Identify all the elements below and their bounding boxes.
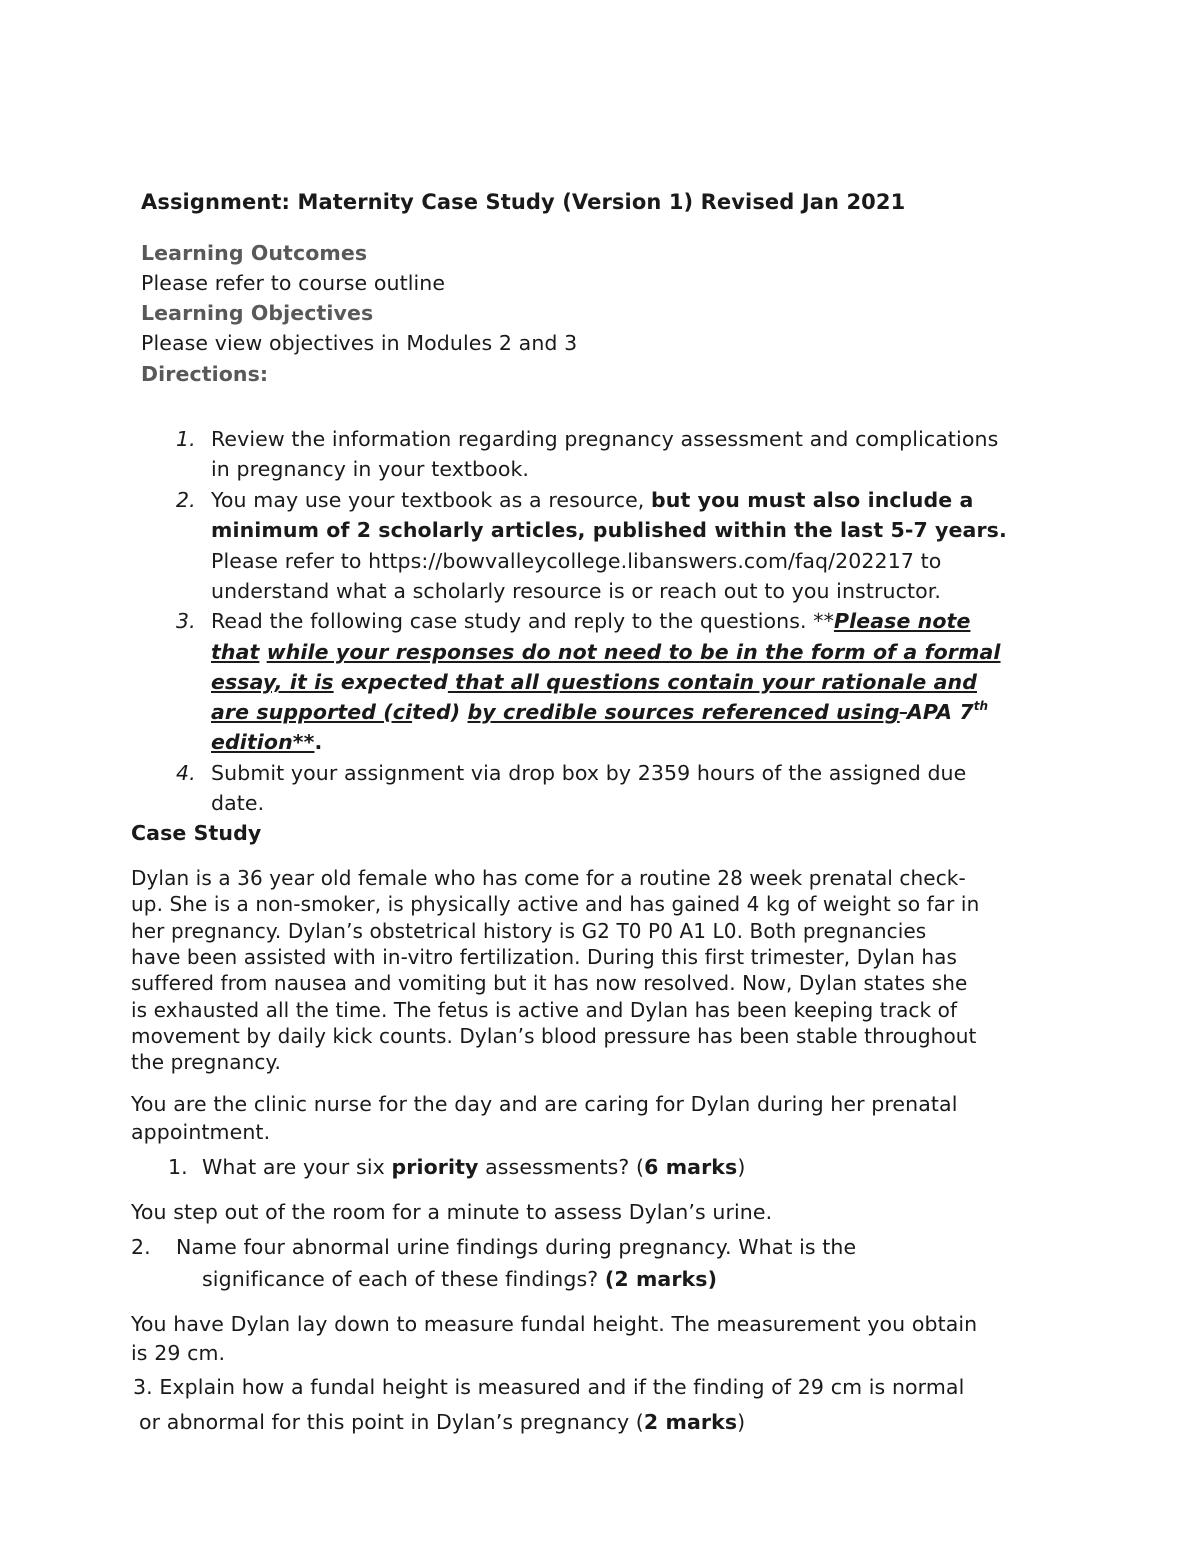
direction-line: in pregnancy in your textbook. bbox=[211, 457, 530, 481]
question-2-line bbox=[202, 1264, 717, 1294]
direction-space bbox=[460, 700, 467, 724]
learning-objectives-heading: Learning Objectives bbox=[141, 301, 374, 325]
direction-line bbox=[211, 485, 973, 515]
case-paragraph-line: movement by daily kick counts. Dylan’s blood pressure has been stable throughout bbox=[131, 1024, 977, 1048]
direction-period: . bbox=[314, 730, 323, 754]
question-number: 1. bbox=[168, 1155, 188, 1179]
direction-emphasis: that bbox=[211, 640, 260, 664]
direction-line: minimum of 2 scholarly articles, published within the last 5-7 years. bbox=[211, 518, 1007, 542]
question-text: What are your six bbox=[202, 1155, 392, 1179]
question-2-line: Name four abnormal urine findings during pregnancy. What is the bbox=[176, 1235, 857, 1259]
case-paragraph-line: suffered from nausea and vomiting but it has now resolved. Now, Dylan states she bbox=[131, 971, 968, 995]
direction-emphasis: essay, it is bbox=[211, 670, 334, 694]
direction-line: Submit your assignment via drop box by 2359 hours of the assigned due bbox=[211, 761, 967, 785]
directions-heading: Directions: bbox=[141, 362, 269, 386]
direction-emphasis: expected bbox=[333, 670, 448, 694]
direction-emphasis: APA 7 bbox=[906, 700, 974, 724]
direction-line bbox=[211, 606, 970, 636]
direction-emphasis: edition** bbox=[211, 730, 315, 754]
direction-space bbox=[259, 640, 266, 664]
case-paragraph-line: is exhausted all the time. The fetus is active and Dylan has been keeping track of bbox=[131, 998, 958, 1022]
question-3-line bbox=[139, 1407, 745, 1437]
step-out-line: You step out of the room for a minute to assess Dylan’s urine. bbox=[131, 1200, 773, 1224]
direction-number: 3. bbox=[176, 609, 196, 633]
document-title: Assignment: Maternity Case Study (Version 1) Revised Jan 2021 bbox=[141, 190, 906, 214]
direction-line: Review the information regarding pregnancy assessment and complications bbox=[211, 427, 999, 451]
question-marks: 6 marks bbox=[644, 1155, 738, 1179]
question-text: significance of each of these findings? bbox=[202, 1267, 605, 1291]
case-study-heading: Case Study bbox=[131, 821, 262, 845]
question-1 bbox=[202, 1152, 745, 1182]
direction-line bbox=[211, 727, 322, 757]
direction-emphasis: Please note bbox=[833, 609, 971, 633]
case-paragraph-line: have been assisted with in-vitro fertilization. During this first trimester, Dylan has bbox=[131, 945, 958, 969]
question-marks: (2 marks) bbox=[604, 1267, 718, 1291]
direction-text: Read the following case study and reply to the questions. ** bbox=[211, 609, 834, 633]
direction-emphasis: are supported (ci bbox=[211, 700, 413, 724]
direction-bold-text: but you must also include a bbox=[651, 488, 974, 512]
direction-emphasis: while your responses do not need to be in the form of a formal bbox=[266, 640, 1001, 664]
learning-outcomes-text: Please refer to course outline bbox=[141, 271, 446, 295]
direction-line bbox=[211, 637, 1001, 667]
direction-line bbox=[211, 667, 977, 697]
direction-emphasis: that all questions contain your rationale and bbox=[447, 670, 977, 694]
direction-line-url: Please refer to https://bowvalleycollege.libanswers.com/faq/202217 to bbox=[211, 549, 942, 573]
fundal-line: You have Dylan lay down to measure fundal height. The measurement you obtain bbox=[131, 1312, 978, 1336]
direction-emphasis: ted) bbox=[412, 700, 461, 724]
question-text: ) bbox=[737, 1155, 746, 1179]
question-text: or abnormal for this point in Dylan’s pregnancy ( bbox=[139, 1410, 644, 1434]
direction-number: 2. bbox=[176, 488, 196, 512]
case-paragraph-line: her pregnancy. Dylan’s obstetrical history is G2 T0 P0 A1 L0. Both pregnancies bbox=[131, 919, 927, 943]
direction-line: understand what a scholarly resource is or reach out to you instructor. bbox=[211, 579, 942, 603]
direction-superscript: th bbox=[973, 699, 989, 713]
direction-number: 1. bbox=[176, 427, 196, 451]
clinic-line: You are the clinic nurse for the day and are caring for Dylan during her prenatal bbox=[131, 1092, 958, 1116]
direction-line bbox=[211, 697, 988, 727]
clinic-line: appointment. bbox=[131, 1120, 271, 1144]
question-text: ) bbox=[737, 1410, 746, 1434]
case-paragraph-line: up. She is a non-smoker, is physically active and has gained 4 kg of weight so far in bbox=[131, 892, 980, 916]
direction-text: You may use your textbook as a resource, bbox=[211, 488, 652, 512]
question-3-line: 3. Explain how a fundal height is measured and if the finding of 29 cm is normal bbox=[133, 1375, 965, 1399]
question-bold: priority bbox=[391, 1155, 479, 1179]
case-paragraph-line: the pregnancy. bbox=[131, 1050, 282, 1074]
question-text: assessments? ( bbox=[478, 1155, 645, 1179]
fundal-line: is 29 cm. bbox=[131, 1341, 226, 1365]
direction-line: date. bbox=[211, 791, 265, 815]
learning-outcomes-heading: Learning Outcomes bbox=[141, 241, 368, 265]
question-number: 2. bbox=[131, 1235, 151, 1259]
direction-strikethrough bbox=[900, 700, 907, 724]
learning-objectives-text: Please view objectives in Modules 2 and 3 bbox=[141, 331, 578, 355]
direction-emphasis: by credible sources referenced using bbox=[467, 700, 900, 724]
direction-number: 4. bbox=[176, 761, 196, 785]
case-paragraph-line: Dylan is a 36 year old female who has come for a routine 28 week prenatal check- bbox=[131, 866, 966, 890]
question-marks: 2 marks bbox=[643, 1410, 738, 1434]
